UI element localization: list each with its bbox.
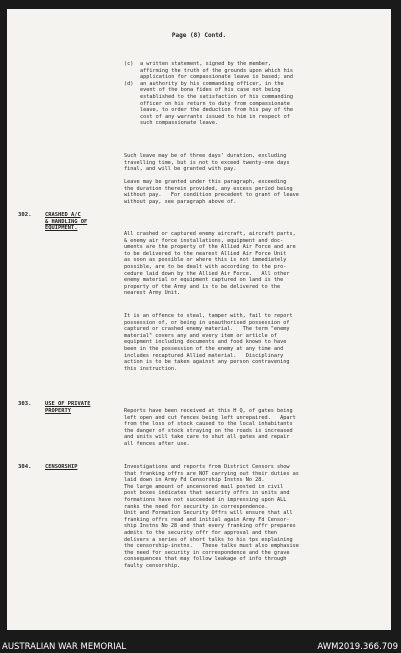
section-303-title: USE OF PRIVATE PROPERTY — [45, 401, 91, 414]
section-303-para-1: Reports have been received at this H Q, of gates being left open and cut fences being left unrepaired. Apart from the loss of stock caused to the local inhabitants the danger of stock straying on the roads is increased and units will take care to shut all gates and repair all fences after use. — [124, 408, 296, 447]
sub-item-d — [124, 81, 372, 127]
sub-item-text: a written statement, signed by the member, affirming the truth of the grounds upon which his application for compassionate leave is based; and — [140, 61, 294, 81]
section-302-para-1: All crashed or captured enemy aircraft, aircraft parts, & enemy air force installations, equipment and doc- uments are the property of the Allied Air Force and are to be delivered to the nearest Allied Air Force Unit as soon as possible or where this is not immediately possible, are to be dealt with according to the pro- cedure laid down by the Allied Air Force. All other enemy material or equipment captured on land is the property of the Army and is to be delivered to the nearest Army Unit. — [124, 231, 296, 297]
leave-duration-paragraph: Such leave may be of three days' duration, excluding travelling time, but is not to exceed twenty-one days final, and will be granted with pay. — [124, 153, 290, 173]
sub-item-mark: (c) — [124, 61, 134, 67]
page-heading: Page (8) Contd. — [171, 32, 227, 39]
archive-footer — [0, 630, 401, 653]
section-304-para-1: Investigations and reports from District Censors show that franking offrs are NOT carrying out their duties as laid down in Army Fd Censorship Instns No 28. The large amount of uncensored mail posted in civil post boxes indicates that security offrs in units and formations have not succeeded in impressing upon ALL ranks the need for security in correspondence. Unit and Formation Security Offrs will ensure that all franking offrs read and initial again Army Fd Censor- ship Instns No 28 and that every franking offr prepares admits to the security offr for approval and then delivers a series of short talks to his tps explaining the censorship-instns. These talks must also emphasise the need for security in correspondence and the grave consequences that may follow leakage of info through faulty censorship. — [124, 464, 299, 569]
sub-item-mark: (d) — [124, 80, 134, 87]
sub-item-c — [124, 61, 372, 81]
reference-number: AWM2019.366.709 — [317, 642, 398, 652]
sub-item-text: an authority by his commanding officer, in the event of the bona fides of his case not being established to the satisfaction of his commanding officer on his return to duty from compassionate leave, to order the deduction from his pay of the cost of any warrants issued to him in respect of such compassionate leave. — [140, 80, 294, 127]
section-304-number: 304. — [18, 464, 32, 470]
section-303-number: 303. — [18, 401, 32, 407]
leave-excess-paragraph: Leave may be granted under this paragraph, exceeding the duration therein provided, any excess period being without pay. For condition precedent to grant of leave without pay, see paragraph above of. — [124, 179, 299, 205]
section-302-para-2: It is an offence to steal, tamper with, fail to report possession of, or being in unauthorised possession of captured or crashed enemy material. The term "enemy material" covers any and every item or article of equipment including documents and food known to have been in the possession of the enemy at any time and includes recaptured Allied material. Disciplinary action is to be taken against any person contravening this instruction. — [124, 313, 293, 372]
section-302-title: CRASHED A/C & HANDLING OF EQUIPMENT. — [45, 212, 88, 232]
section-302-number: 302. — [18, 212, 32, 218]
continuation-block — [124, 61, 372, 127]
section-304-title: CENSORSHIP — [45, 464, 78, 470]
institution-label: AUSTRALIAN WAR MEMORIAL — [2, 642, 127, 652]
document-page — [7, 9, 391, 630]
